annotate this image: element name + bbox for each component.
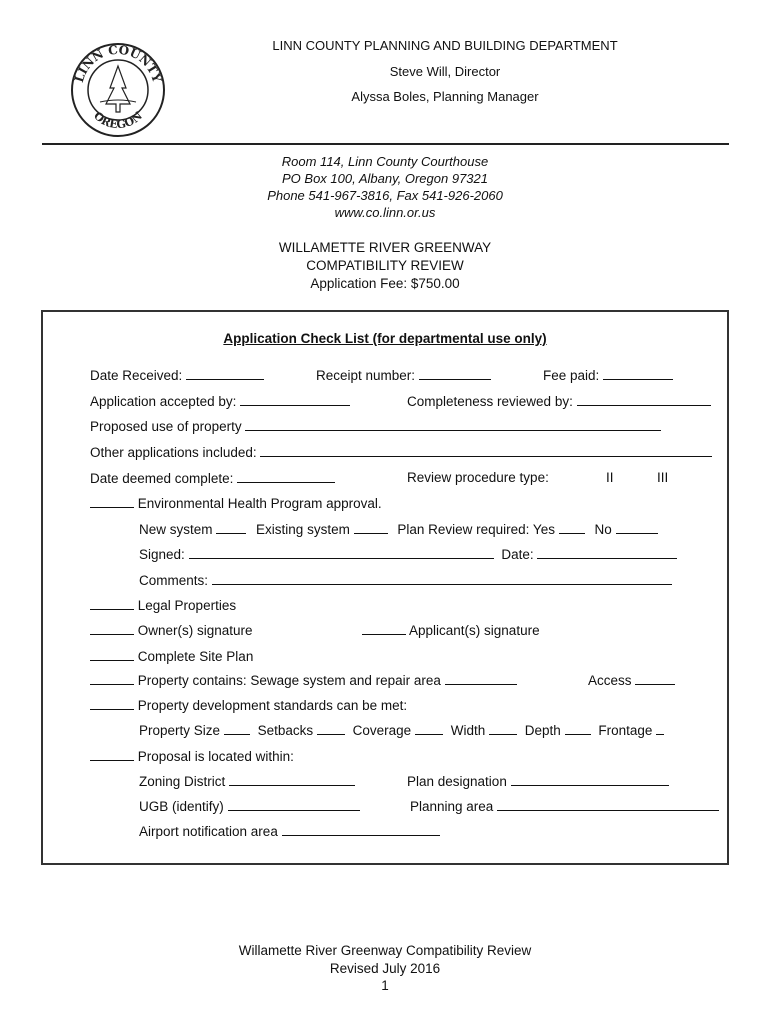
completeness-label: Completeness reviewed by: [407, 394, 573, 409]
owner-sig-check[interactable] [90, 622, 134, 635]
located-within-check[interactable] [90, 748, 134, 761]
form-title-line-2: COMPATIBILITY REVIEW [306, 258, 464, 273]
property-size-label: Property Size [139, 723, 221, 738]
env-health-label: Environmental Health Program approval. [137, 496, 382, 511]
footer-revised: Revised July 2016 [329, 961, 441, 976]
footer-title: Willamette River Greenway Compatibility Review [238, 943, 532, 958]
signed-label: Signed: [139, 547, 185, 562]
coverage-label: Coverage [352, 723, 412, 738]
sewage-field[interactable] [445, 672, 517, 685]
owner-sig-row [90, 622, 253, 638]
setbacks-label: Setbacks [257, 723, 314, 738]
accepted-by-row [90, 393, 350, 409]
fee-paid-field[interactable] [603, 367, 673, 380]
legal-props-check[interactable] [90, 597, 134, 610]
system-row [139, 521, 658, 537]
site-plan-row [90, 648, 253, 664]
planning-area-label: Planning area [410, 799, 494, 814]
airport-label: Airport notification area [139, 824, 278, 839]
proposed-use-label: Proposed use of property [90, 419, 242, 434]
plan-review-no-field[interactable] [616, 521, 658, 534]
located-within-row [90, 748, 294, 764]
fee-paid-row [543, 367, 673, 383]
applicant-sig-row [362, 622, 540, 638]
application-fee: Application Fee: $750.00 [310, 276, 460, 291]
proposed-use-field[interactable] [245, 418, 661, 431]
new-system-label: New system [139, 522, 213, 537]
other-apps-label: Other applications included: [90, 445, 257, 460]
site-plan-check[interactable] [90, 648, 134, 661]
date-deemed-field[interactable] [237, 470, 335, 483]
width-label: Width [450, 723, 486, 738]
applicant-sig-label: Applicant(s) signature [409, 623, 540, 638]
property-contains-check[interactable] [90, 672, 134, 685]
plan-review-no-label: No [594, 522, 612, 537]
svg-text:LINN COUNTY: LINN COUNTY [71, 42, 165, 85]
page-number: 1 [381, 978, 389, 993]
address-line-1: Room 114, Linn County Courthouse [281, 154, 489, 169]
standards-detail-row [139, 722, 664, 738]
review-type-ii[interactable]: II [606, 470, 614, 485]
plan-review-yes-field[interactable] [559, 521, 585, 534]
signed-field[interactable] [189, 546, 494, 559]
width-field[interactable] [489, 722, 517, 735]
comments-label: Comments: [139, 573, 209, 588]
plan-designation-field[interactable] [511, 773, 669, 786]
access-row [588, 672, 675, 688]
dev-standards-check[interactable] [90, 697, 134, 710]
website: www.co.linn.or.us [334, 205, 436, 220]
dev-standards-row [90, 697, 407, 713]
zoning-row [139, 773, 355, 789]
setbacks-field[interactable] [317, 722, 345, 735]
ugb-field[interactable] [228, 798, 360, 811]
svg-text:OREGON: OREGON [91, 109, 145, 132]
ugb-row [139, 798, 360, 814]
property-contains-row [90, 672, 517, 688]
proposed-use-row [90, 418, 661, 434]
coverage-field[interactable] [415, 722, 443, 735]
airport-row [139, 823, 440, 839]
planning-area-field[interactable] [497, 798, 719, 811]
plan-designation-label: Plan designation [407, 774, 507, 789]
header-divider [42, 143, 729, 145]
completeness-row [407, 393, 711, 409]
date-deemed-label: Date deemed complete: [90, 471, 234, 486]
applicant-sig-check[interactable] [362, 622, 406, 635]
form-title-line-1: WILLAMETTE RIVER GREENWAY [278, 240, 492, 255]
accepted-by-label: Application accepted by: [90, 394, 237, 409]
address-line-2: PO Box 100, Albany, Oregon 97321 [282, 171, 488, 186]
legal-props-label: Legal Properties [137, 598, 237, 613]
other-apps-row [90, 444, 712, 460]
linn-county-seal [70, 42, 166, 138]
plan-review-label: Plan Review required: Yes [397, 522, 555, 537]
date-received-row [90, 367, 264, 383]
review-type-iii[interactable]: III [657, 470, 669, 485]
dev-standards-label: Property development standards can be met: [137, 698, 408, 713]
date-label: Date: [501, 547, 534, 562]
property-size-field[interactable] [224, 722, 250, 735]
ugb-label: UGB (identify) [139, 799, 224, 814]
signed-row [139, 546, 677, 562]
completeness-field[interactable] [577, 393, 711, 406]
zoning-field[interactable] [229, 773, 355, 786]
comments-field[interactable] [212, 572, 672, 585]
zoning-label: Zoning District [139, 774, 226, 789]
receipt-number-row [316, 367, 491, 383]
receipt-number-field[interactable] [419, 367, 491, 380]
planning-area-row [410, 798, 719, 814]
owner-sig-label: Owner(s) signature [137, 623, 253, 638]
depth-label: Depth [524, 723, 561, 738]
airport-field[interactable] [282, 823, 440, 836]
env-health-check[interactable] [90, 495, 134, 508]
date-received-label: Date Received: [90, 368, 183, 383]
comments-row [139, 572, 672, 588]
frontage-field[interactable] [656, 722, 664, 735]
access-label: Access [588, 673, 632, 688]
plan-designation-row [407, 773, 669, 789]
env-health-row [90, 495, 382, 511]
address-line-3: Phone 541-967-3816, Fax 541-926-2060 [267, 188, 503, 203]
existing-system-label: Existing system [256, 522, 350, 537]
site-plan-label: Complete Site Plan [137, 649, 254, 664]
accepted-by-field[interactable] [240, 393, 350, 406]
fee-paid-label: Fee paid: [543, 368, 600, 383]
access-field[interactable] [635, 672, 675, 685]
checklist-title: Application Check List (for departmental use only) [223, 331, 547, 346]
depth-field[interactable] [565, 722, 591, 735]
receipt-number-label: Receipt number: [316, 368, 416, 383]
date-received-field[interactable] [186, 367, 264, 380]
review-type-label: Review procedure type: [407, 470, 549, 485]
frontage-label: Frontage [598, 723, 653, 738]
date-field[interactable] [537, 546, 677, 559]
date-deemed-row [90, 470, 335, 486]
director-name: Steve Will, Director [389, 64, 501, 79]
legal-props-row [90, 597, 236, 613]
located-within-label: Proposal is located within: [137, 749, 294, 764]
department-name: LINN COUNTY PLANNING AND BUILDING DEPARTMENT [272, 38, 618, 53]
other-apps-field[interactable] [260, 444, 712, 457]
property-contains-label: Property contains: Sewage system and repair area [137, 673, 441, 688]
new-system-field[interactable] [216, 521, 246, 534]
manager-name: Alyssa Boles, Planning Manager [351, 89, 539, 104]
existing-system-field[interactable] [354, 521, 388, 534]
